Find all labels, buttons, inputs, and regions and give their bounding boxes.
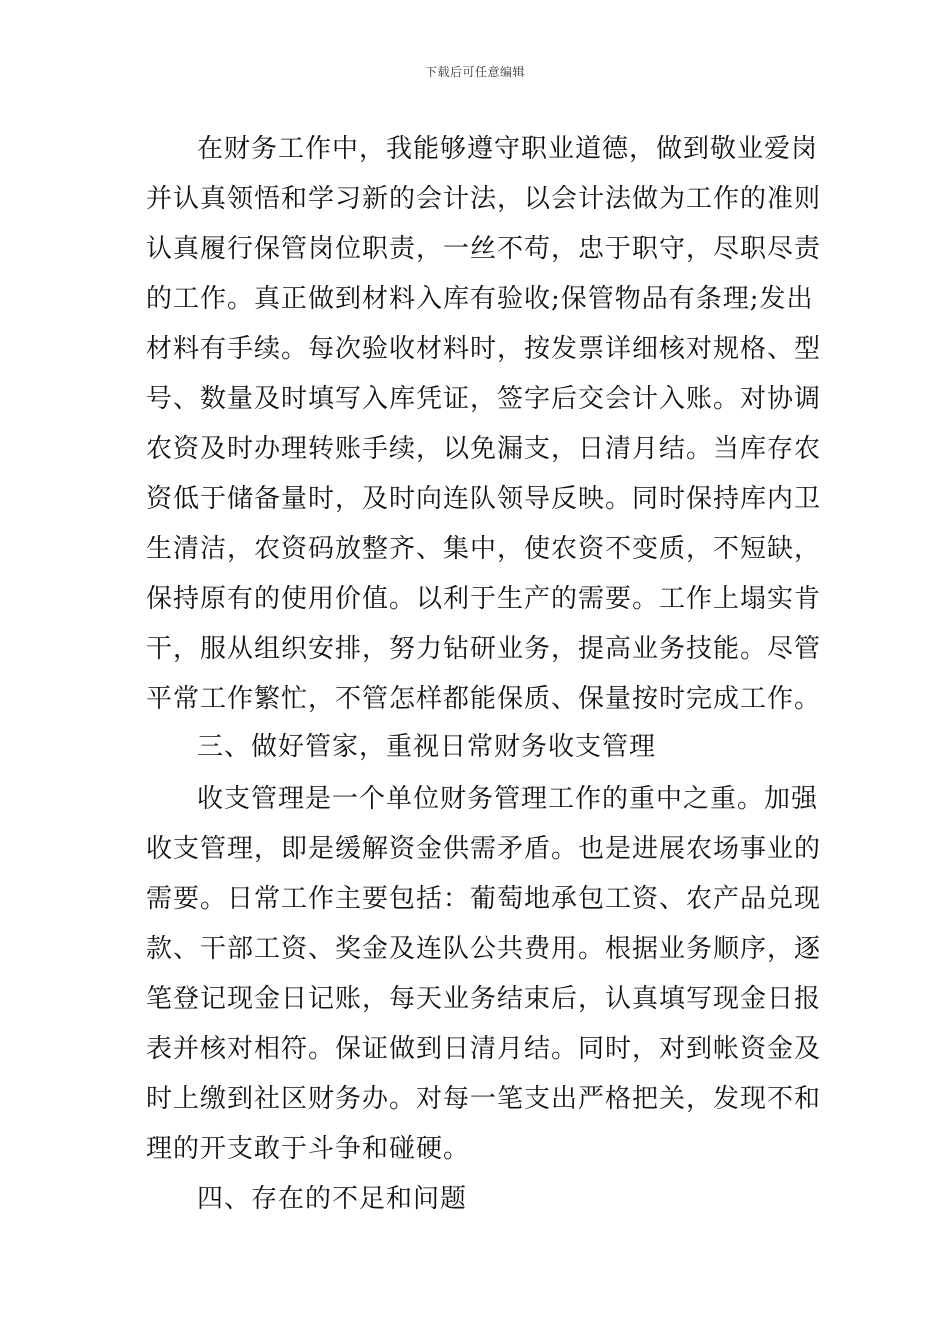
paragraph-first-line: 收支管理是一个单位财务管理工作的重中之重。加强	[197, 784, 819, 814]
paragraph-line: 生清洁，农资码放整齐、集中，使农资不变质，不短缺，	[146, 534, 822, 564]
paragraph-line: 资低于储备量时，及时向连队领导反映。同时保持库内卫	[146, 484, 822, 514]
page-header: 下载后可任意编辑	[424, 65, 525, 79]
paragraph-first-line: 在财务工作中，我能够遵守职业道德，做到敬业爱岗	[197, 134, 819, 164]
section-heading: 四、存在的不足和问题	[197, 1184, 468, 1214]
paragraph-line: 款、干部工资、奖金及连队公共费用。根据业务顺序，逐	[146, 934, 822, 964]
paragraph-line: 的工作。真正做到材料入库有验收;保管物品有条理;发出	[146, 284, 814, 314]
paragraph-line: 并认真领悟和学习新的会计法，以会计法做为工作的准则	[146, 184, 822, 214]
paragraph-line: 表并核对相符。保证做到日清月结。同时，对到帐资金及	[146, 1034, 822, 1064]
paragraph-line: 号、数量及时填写入库凭证，签字后交会计入账。对协调	[146, 384, 822, 414]
paragraph-line: 干，服从组织安排，努力钻研业务，提高业务技能。尽管	[146, 634, 822, 664]
paragraph-line: 收支管理，即是缓解资金供需矛盾。也是进展农场事业的	[146, 834, 822, 864]
paragraph-line: 时上缴到社区财务办。对每一笔支出严格把关，发现不和	[146, 1084, 822, 1114]
paragraph-line: 笔登记现金日记账，每天业务结束后，认真填写现金日报	[146, 984, 822, 1014]
paragraph-line: 保持原有的使用价值。以利于生产的需要。工作上塌实肯	[146, 584, 822, 614]
section-heading: 三、做好管家，重视日常财务收支管理	[197, 732, 657, 762]
paragraph-line: 认真履行保管岗位职责，一丝不苟，忠于职守，尽职尽责	[146, 234, 822, 264]
paragraph-line: 平常工作繁忙，不管怎样都能保质、保量按时完成工作。	[146, 684, 822, 714]
paragraph-line: 农资及时办理转账手续，以免漏支，日清月结。当库存农	[146, 434, 822, 464]
paragraph-line: 理的开支敢于斗争和碰硬。	[146, 1134, 471, 1164]
paragraph-line: 材料有手续。每次验收材料时，按发票详细核对规格、型	[146, 334, 822, 364]
paragraph-line: 需要。日常工作主要包括：葡萄地承包工资、农产品兑现	[146, 884, 822, 914]
